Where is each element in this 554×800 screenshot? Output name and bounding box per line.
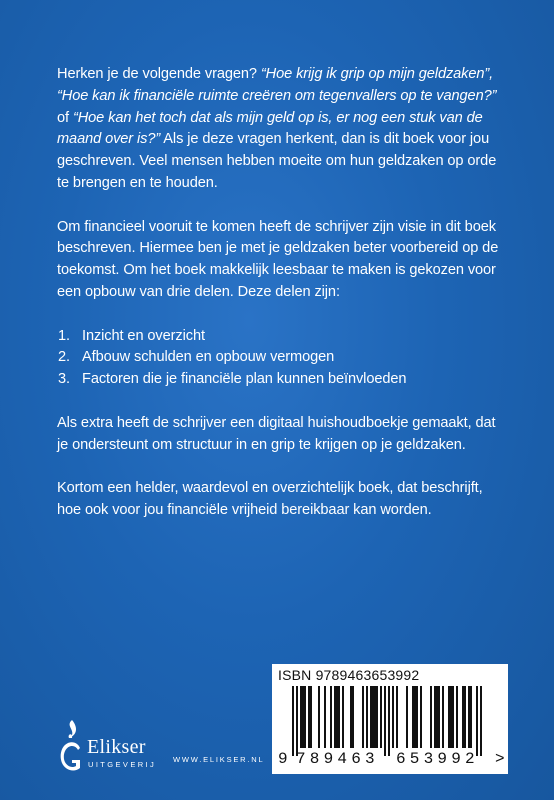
- barcode-bar: [406, 686, 408, 748]
- blurb-intro: Herken je de volgende vragen?: [57, 66, 261, 82]
- barcode-bar: [392, 686, 394, 748]
- barcode-bar: [448, 686, 450, 748]
- barcode-bar: [456, 686, 458, 748]
- barcode-bar: [438, 686, 440, 748]
- barcode-bar: [302, 686, 304, 748]
- list-item-number: 3.: [58, 371, 70, 388]
- barcode-bar: [336, 686, 338, 748]
- list-item: [57, 326, 507, 348]
- barcode-first-digit: 9: [278, 750, 288, 768]
- barcode-right-digits: 653992: [396, 750, 479, 768]
- barcode-bar: [452, 686, 454, 748]
- publisher-website: WWW.ELIKSER.NL: [173, 755, 265, 764]
- blurb-paragraph-3: Als extra heeft de schrijver een digitaal huishoudboekje gemaakt, dat je ondersteunt om structuur in en grip te krijgen op je geldzaken.: [57, 414, 496, 453]
- isbn-label: ISBN 9789463653992: [278, 667, 420, 683]
- barcode-bar: [412, 686, 414, 748]
- barcode-bar: [416, 686, 418, 748]
- list-item-text: Afbouw schulden en opbouw vermogen: [82, 349, 335, 366]
- blurb-text: [57, 64, 507, 544]
- list-item-text: Inzicht en overzicht: [82, 327, 205, 344]
- barcode-bar: [420, 686, 422, 748]
- barcode-bar: [338, 686, 340, 748]
- barcode-bar: [442, 686, 444, 748]
- parts-list: [57, 326, 507, 391]
- barcode-bar: [372, 686, 374, 748]
- barcode-digits: [272, 750, 508, 770]
- barcode-bar: [384, 686, 386, 756]
- barcode-bar: [310, 686, 312, 748]
- barcode-bar: [388, 686, 390, 756]
- barcode-bar: [374, 686, 376, 748]
- list-item-number: 2.: [58, 349, 70, 366]
- barcode-bar: [330, 686, 332, 748]
- publisher-name: Elikser: [87, 736, 146, 758]
- barcode-bar: [470, 686, 472, 748]
- barcode-bar: [304, 686, 306, 748]
- publisher-subtitle: UITGEVERIJ: [88, 760, 157, 769]
- barcode-bar: [468, 686, 470, 748]
- publisher-logo: [56, 718, 216, 778]
- blurb-intro-rest: Als je deze vragen herkent, dan is dit boek voor jou geschreven. Veel mensen hebben moeite om hun geldzaken op orde te brengen en te houden.: [57, 131, 497, 191]
- barcode-bar: [370, 686, 372, 748]
- isbn-barcode: [272, 664, 508, 774]
- blurb-paragraph-4: Kortom een helder, waardevol en overzichtelijk boek, dat beschrijft, hoe ook voor jou financiële vrijheid bereikbaar kan worden.: [57, 480, 483, 518]
- elikser-swan-g-logo-icon: [56, 718, 88, 776]
- barcode-bar: [430, 686, 432, 748]
- barcode-bar: [318, 686, 320, 748]
- blurb-question-1: “Hoe krijg ik grip op mijn geldzaken”,: [260, 66, 494, 82]
- list-item: [57, 347, 507, 369]
- barcode-bar: [308, 686, 310, 748]
- barcode-bar: [462, 686, 464, 748]
- blurb-question-3: “Hoe kan het toch dat als mijn geld op is, er nog een stuk van de maand over is?”: [57, 109, 483, 148]
- barcode-bar: [324, 686, 326, 748]
- blurb-paragraph-1: [57, 64, 507, 195]
- barcode-bar: [396, 686, 398, 748]
- blurb-or: of: [57, 109, 73, 126]
- barcode-bar: [464, 686, 466, 748]
- barcode-bar: [296, 686, 298, 756]
- barcode-bar: [436, 686, 438, 748]
- list-item-number: 1.: [58, 327, 70, 344]
- list-item: [57, 369, 507, 391]
- barcode-bar: [450, 686, 452, 748]
- barcode-bar: [476, 686, 478, 756]
- barcode-bar: [300, 686, 302, 748]
- barcode-bars: [278, 686, 502, 756]
- barcode-bar: [342, 686, 344, 748]
- list-item-text: Factoren die je financiële plan kunnen beïnvloeden: [82, 371, 407, 388]
- barcode-bar: [362, 686, 364, 748]
- blurb-question-2: “Hoe kan ik financiële ruimte creëren om tegenvallers op te vangen?”: [57, 87, 497, 104]
- barcode-left-digits: 789463: [296, 750, 379, 768]
- barcode-bar: [480, 686, 482, 756]
- barcode-bar: [292, 686, 294, 756]
- barcode-bar: [350, 686, 352, 748]
- blurb-paragraph-2: Om financieel vooruit te komen heeft de schrijver zijn visie in dit boek beschreven. Hiermee ben je met je geldzaken beter voorbereid op de toekomst. Om het boek makkelijk leesbaar te maken is gekozen voor een opbouw van drie delen. Deze delen zijn:: [57, 218, 499, 300]
- barcode-bar: [334, 686, 336, 748]
- barcode-bar: [366, 686, 368, 748]
- barcode-bar: [376, 686, 378, 748]
- barcode-bar: [434, 686, 436, 748]
- barcode-bar: [352, 686, 354, 748]
- barcode-bar: [380, 686, 382, 748]
- barcode-bar: [414, 686, 416, 748]
- barcode-arrow: >: [495, 750, 505, 768]
